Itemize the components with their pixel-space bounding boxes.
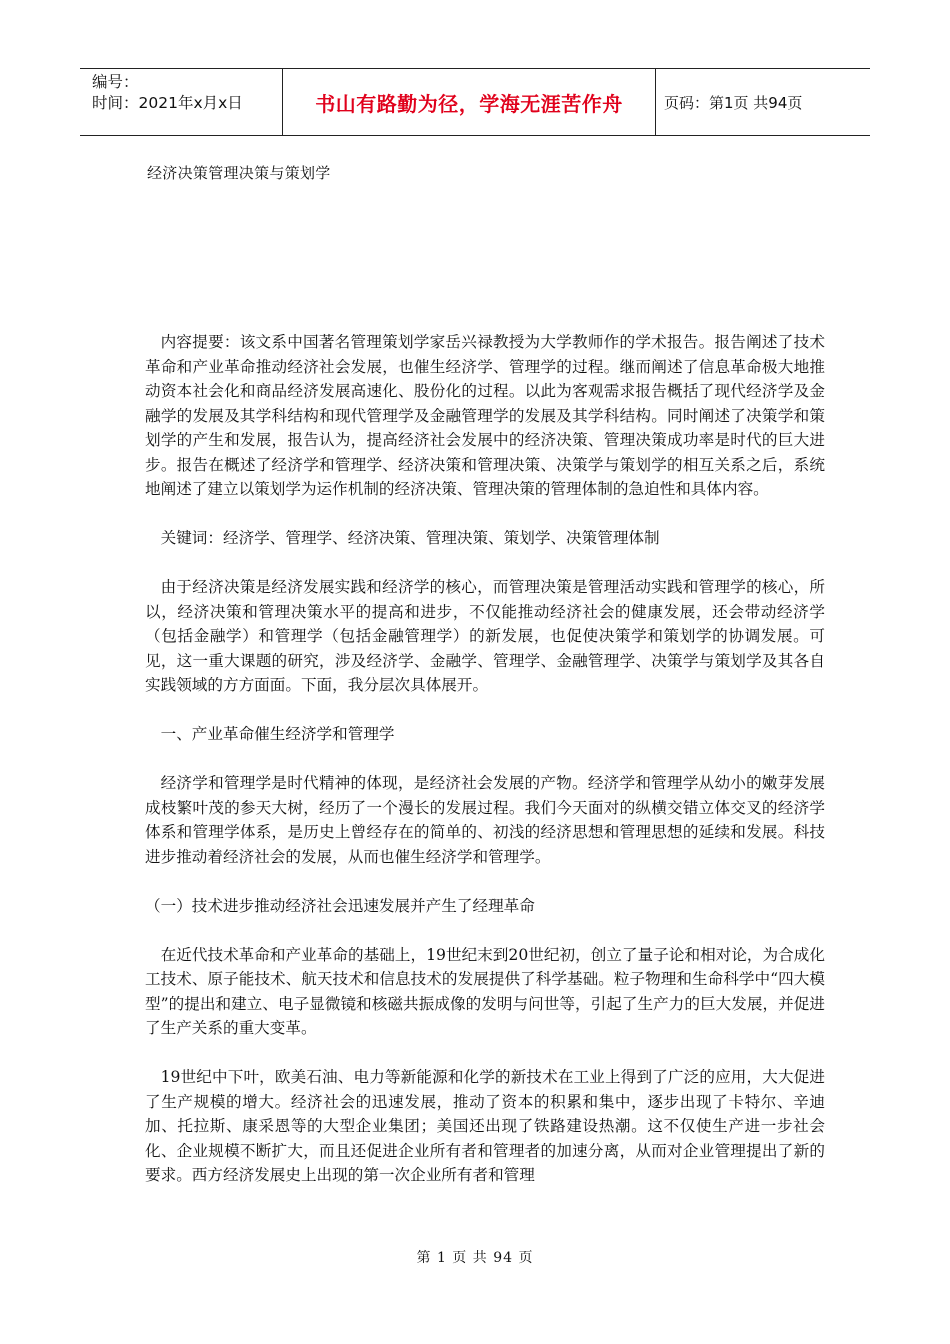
body-paragraph: 由于经济决策是经济发展实践和经济学的核心，而管理决策是管理活动实践和管理学的核心，所以，经济决策和管理决策水平的提高和进步，不仅能推动经济社会的健康发展，还会带动经济学（包括金融学）和管理学（包括金融管理学）的新发展，也促使决策学和策划学的协调发展。可见，这一重大课题的研究，涉及经济学、金融学、管理学、金融管理学、决策学与策划学及其各自实践领域的方方面面。下面，我分层次具体展开。 [145, 578, 825, 694]
header-page-info: 页码：第1页 共94页 [664, 93, 803, 112]
document-body [145, 330, 825, 1212]
time-label: 时间：2021年x月x日 [92, 94, 243, 112]
body-paragraph: 经济学和管理学是时代精神的体现，是经济社会发展的产物。经济学和管理学从幼小的嫩芽发展成枝繁叶茂的参天大树，经历了一个漫长的发展过程。我们今天面对的纵横交错立体交叉的经济学体系和管理学体系，是历史上曾经存在的简单的、初浅的经济思想和管理思想的延续和发展。科技进步推动着经济社会的发展，从而也催生经济学和管理学。 [145, 774, 825, 866]
page-header [80, 68, 870, 136]
section-heading: 一、产业革命催生经济学和管理学 [160, 725, 395, 743]
header-motto: 书山有路勤为径，学海无涯苦作舟 [282, 69, 656, 135]
body-paragraph: 在近代技术革命和产业革命的基础上，19世纪末到20世纪初，创立了量子论和相对论，为合成化工技术、原子能技术、航天技术和信息技术的发展提供了科学基础。粒子物理和生命科学中“四大模型”的提出和建立、电子显微镜和核磁共振成像的发明与问世等，引起了生产力的巨大发展，并促进了生产关系的重大变革。 [145, 945, 825, 1037]
body-paragraph: 19世纪中下叶，欧美石油、电力等新能源和化学的新技术在工业上得到了广泛的应用，大大促进了生产规模的增大。经济社会的迅速发展，推动了资本的积累和集中，逐步出现了卡特尔、辛迪加、托拉斯、康采恩等的大型企业集团；美国还出现了铁路建设热潮。这不仅使生产进一步社会化、企业规模不断扩大，而且还促进企业所有者和管理者的加速分离，从而对企业管理提出了新的要求。西方经济发展史上出现的第一次企业所有者和管理 [145, 1068, 825, 1184]
document-title: 经济决策管理决策与策划学 [147, 164, 331, 182]
keywords-paragraph: 关键词：经济学、管理学、经济决策、管理决策、策划学、决策管理体制 [160, 529, 660, 547]
subsection-heading: （一）技术进步推动经济社会迅速发展并产生了经理革命 [145, 896, 535, 915]
abstract-paragraph: 内容提要：该文系中国著名管理策划学家岳兴禄教授为大学教师作的学术报告。报告阐述了技术革命和产业革命推动经济社会发展，也催生经济学、管理学的过程。继而阐述了信息革命极大地推动资本社会化和商品经济发展高速化、股份化的过程。以此为客观需求报告概括了现代经济学及金融学的发展及其学科结构和现代管理学及金融管理学的发展及其学科结构。同时阐述了决策学和策划学的产生和发展，报告认为，提高经济社会发展中的经济决策、管理决策成功率是时代的巨大进步。报告在概述了经济学和管理学、经济决策和管理决策、决策学与策划学的相互关系之后，系统地阐述了建立以策划学为运作机制的经济决策、管理决策的管理体制的急迫性和具体内容。 [145, 333, 825, 498]
header-meta [80, 69, 282, 135]
page-footer: 第 1 页 共 94 页 [416, 1250, 534, 1266]
code-label: 编号： [92, 73, 139, 91]
